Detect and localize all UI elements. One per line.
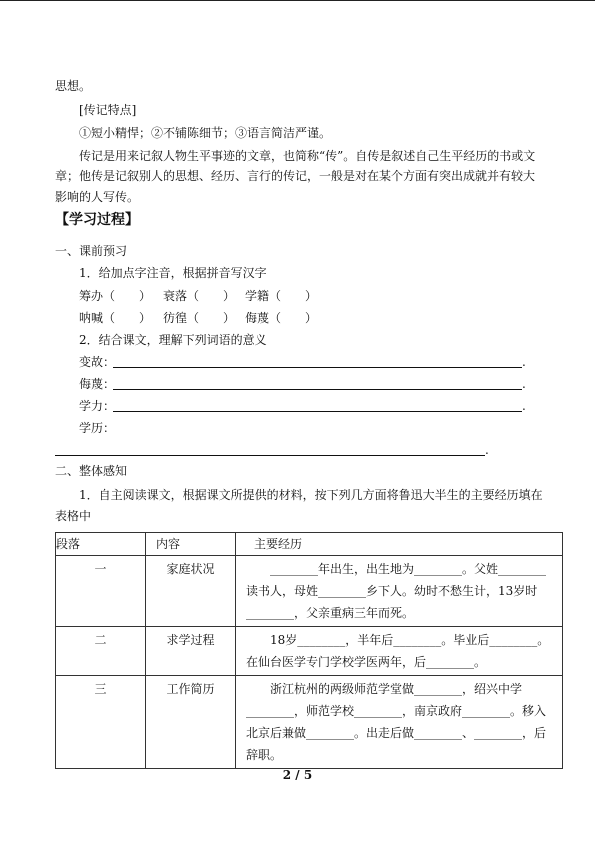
part1-question-2: 2．结合课文，理解下列词语的意义 <box>79 333 267 347</box>
vocab-answer-line <box>113 367 522 368</box>
vocab-answer-line <box>55 455 485 456</box>
pinyin-item: 呐喊（ ） <box>79 311 152 325</box>
vocab-label: 学力： <box>79 399 116 413</box>
intro-tail: 思想。 <box>55 79 92 93</box>
vocab-end-mark: . <box>522 355 526 369</box>
bio-paragraph-line: 影响的人写传。 <box>55 190 140 204</box>
row-description: ________年出生，出生地为________。父姓________读书人，母姓________乡下人。幼时不愁生计，13岁时________，父亲重病三年而死。 <box>236 556 563 627</box>
vocab-label: 侮蔑： <box>79 377 116 391</box>
row-category: 求学过程 <box>146 627 236 676</box>
vocab-end-mark: . <box>522 399 526 413</box>
table-header: 段落 <box>56 533 146 556</box>
vocab-label: 学历： <box>79 421 116 435</box>
part2-title: 二、整体感知 <box>55 464 128 478</box>
row-category: 工作简历 <box>146 676 236 769</box>
row-number: 一 <box>56 556 146 627</box>
pinyin-item: 学籍（ ） <box>245 289 318 303</box>
page-number: 2 / 5 <box>282 768 313 782</box>
vocab-end-mark: . <box>485 443 489 457</box>
table-header: 内容 <box>146 533 236 556</box>
part1-question-1: 1．给加点字注音，根据拼音写汉字 <box>79 266 267 280</box>
vocab-end-mark: . <box>522 377 526 391</box>
row-number: 二 <box>56 627 146 676</box>
table-row <box>56 676 563 769</box>
row-category: 家庭状况 <box>146 556 236 627</box>
experience-table <box>55 532 563 769</box>
part2-question-1: 1．自主阅读课文，根据课文所提供的材料，按下列几方面将鲁迅大半生的主要经历填在 <box>79 488 543 502</box>
bio-paragraph-line: 章；他传是记叙别人的思想、经历、言行的传记，一般是对在某个方面有突出成就并有较大 <box>55 169 536 183</box>
row-description: 浙江杭州的两级师范学堂做________，绍兴中学________，师范学校________，南京政府________。移入北京后兼做________。出走后做________、________，后辞职。 <box>236 676 563 769</box>
vocab-answer-line <box>113 389 522 390</box>
part2-question-1-cont: 表格中 <box>55 509 92 523</box>
part1-title: 一、课前预习 <box>55 244 128 258</box>
bio-paragraph-line: 传记是用来记叙人物生平事迹的文章，也简称“传”。自传是叙述自己生平经历的书或文 <box>79 149 536 163</box>
pinyin-item: 彷徨（ ） <box>163 311 236 325</box>
bio-features-items: ①短小精悍；②不铺陈细节；③语言简洁严谨。 <box>79 126 332 140</box>
pinyin-item: 侮蔑（ ） <box>245 311 318 325</box>
pinyin-item: 衰落（ ） <box>163 289 236 303</box>
pinyin-item: 筹办（ ） <box>79 289 152 303</box>
row-description: 18岁________，半年后________。毕业后________。在仙台医学专门学校学医两年，后________。 <box>236 627 563 676</box>
row-number: 三 <box>56 676 146 769</box>
vocab-answer-line <box>113 411 522 412</box>
table-header-row <box>56 533 563 556</box>
table-row <box>56 556 563 627</box>
table-row <box>56 627 563 676</box>
bio-features-heading: [传记特点] <box>79 103 137 117</box>
header-rule <box>0 0 595 1</box>
section-title: 【学习过程】 <box>55 212 139 228</box>
table-header: 主要经历 <box>236 533 563 556</box>
vocab-label: 变故： <box>79 355 116 369</box>
